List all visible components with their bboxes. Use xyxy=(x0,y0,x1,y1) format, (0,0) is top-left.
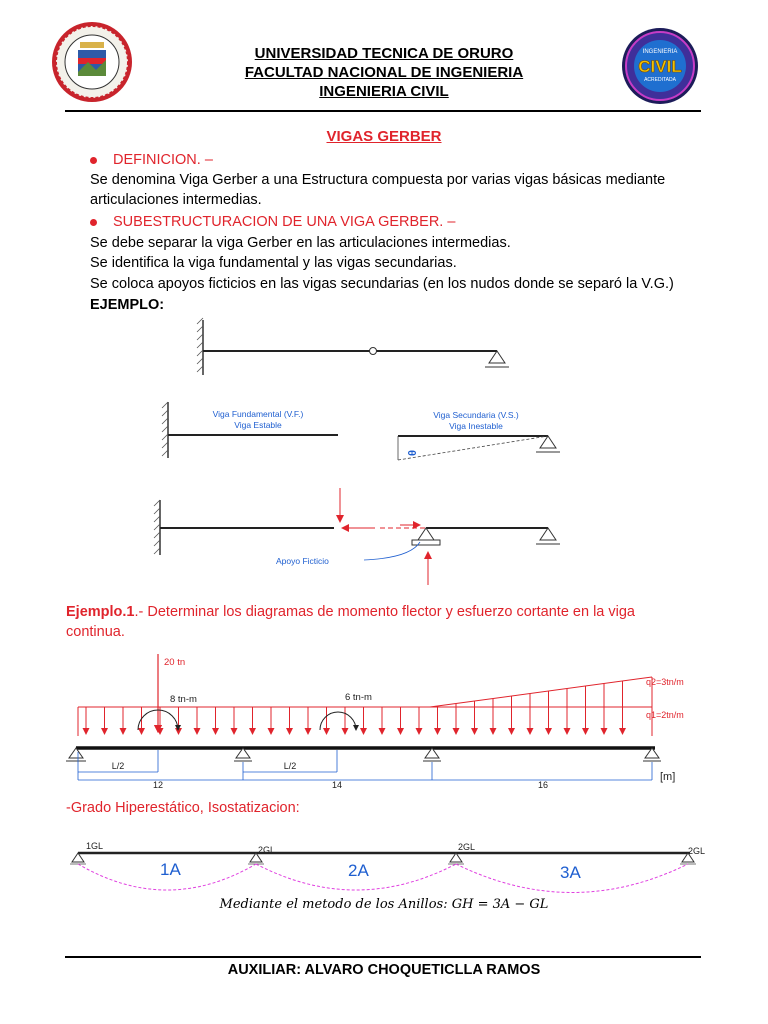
span-1-length: 12 xyxy=(152,780,164,790)
support-a xyxy=(66,748,86,761)
header-university: UNIVERSIDAD TECNICA DE ORURO xyxy=(254,45,514,62)
vs-label: Viga Secundaria (V.S.) xyxy=(433,410,519,420)
vf-sublabel: Viga Estable xyxy=(234,420,282,430)
hinge-node xyxy=(370,348,377,355)
vf-label: Viga Fundamental (V.F.) xyxy=(212,409,304,419)
span-3-length: 16 xyxy=(537,780,549,790)
half-span-2: L/2 xyxy=(283,761,297,771)
ring-label-2: 2A xyxy=(348,861,369,880)
gl-label-2: 2GL xyxy=(258,845,276,855)
ejemplo1-text: .- Determinar los diagramas de momento flector y esfuerzo cortante en la viga xyxy=(134,604,635,620)
secondary-beam xyxy=(398,410,560,460)
moment-2-label: 6 tn-m xyxy=(345,692,372,703)
support-c xyxy=(423,748,441,761)
grado-heading: -Grado Hiperestático, Isostatizacion: xyxy=(66,800,300,816)
logo-bottom-text: ACREDITADA xyxy=(644,77,676,83)
definicion-text-2: articulaciones intermedias. xyxy=(90,192,262,208)
half-span-1: L/2 xyxy=(111,761,125,771)
ring-support-3 xyxy=(450,853,462,862)
ejemplo1-line1 xyxy=(66,602,635,622)
pin-support xyxy=(489,351,505,363)
q1-label: q1=2tn/m xyxy=(646,710,684,720)
definicion-heading: DEFINICION. – xyxy=(113,152,213,168)
ring-support-1 xyxy=(72,853,84,862)
theta-label: θ xyxy=(405,450,417,456)
rings-formula: Mediante el metodo de los Anillos: GH = 3A − GL xyxy=(219,897,549,912)
apoyo-ficticio-label: Apoyo Ficticio xyxy=(276,556,329,566)
fundamental-beam xyxy=(162,402,338,458)
pin-support xyxy=(540,436,556,448)
gerber-subdivision-diagram xyxy=(0,310,768,590)
fictitious-support-diagram xyxy=(154,488,560,585)
support-b xyxy=(234,748,252,761)
ring-label-1: 1A xyxy=(160,860,181,879)
sub-text-1: Se debe separar la viga Gerber en las articulaciones intermedias. xyxy=(90,235,511,251)
header-rule xyxy=(65,110,701,112)
bullet-dot xyxy=(90,157,97,164)
ejemplo1-text-2: continua. xyxy=(66,624,125,640)
load-diagram xyxy=(0,650,768,800)
dimension-lines xyxy=(78,750,652,780)
moment-2-arc xyxy=(320,712,356,730)
footer-rule xyxy=(65,956,701,958)
fictitious-support xyxy=(418,528,434,540)
gl-label-3: 2GL xyxy=(458,842,476,852)
definicion-text-1: Se denomina Viga Gerber a una Estructura compuesta por varias vigas básicas mediante xyxy=(90,172,666,188)
ejemplo-label: EJEMPLO: xyxy=(90,297,165,313)
moment-1-label: 8 tn-m xyxy=(170,694,197,705)
support-d xyxy=(643,748,661,761)
vs-sublabel: Viga Inestable xyxy=(449,421,503,431)
units-label: [m] xyxy=(660,771,676,783)
gerber-beam xyxy=(197,318,509,375)
point-load-label: 20 tn xyxy=(164,657,186,668)
gl-label-4: 2GL xyxy=(688,846,706,856)
sub-text-2: Se identifica la viga fundamental y las vigas secundarias. xyxy=(90,255,457,271)
sub-text-3: Se coloca apoyos ficticios en las vigas secundarias (en los nudos donde se separó la V.G.) xyxy=(90,276,674,292)
ejemplo1-label: Ejemplo.1 xyxy=(66,604,135,620)
sub-heading: SUBESTRUCTURACION DE UNA VIGA GERBER. – xyxy=(113,214,456,230)
q2-label: q2=3tn/m xyxy=(646,677,684,687)
distributed-load-q1 xyxy=(78,677,652,736)
footer-auxiliar: AUXILIAR: ALVARO CHOQUETICLLA RAMOS xyxy=(227,962,541,978)
pin-support xyxy=(540,528,556,540)
span-2-length: 14 xyxy=(331,780,343,790)
header-faculty: FACULTAD NACIONAL DE INGENIERIA xyxy=(244,64,524,81)
ring-label-3: 3A xyxy=(560,863,581,882)
header-career: INGENIERIA CIVIL xyxy=(319,83,449,100)
gl-label-1: 1GL xyxy=(86,841,104,851)
page-title: VIGAS GERBER xyxy=(326,128,442,145)
logo-main-text: CIVIL xyxy=(638,57,682,76)
logo-top-text: INGENIERIA xyxy=(642,49,678,55)
bullet-dot xyxy=(90,219,97,226)
